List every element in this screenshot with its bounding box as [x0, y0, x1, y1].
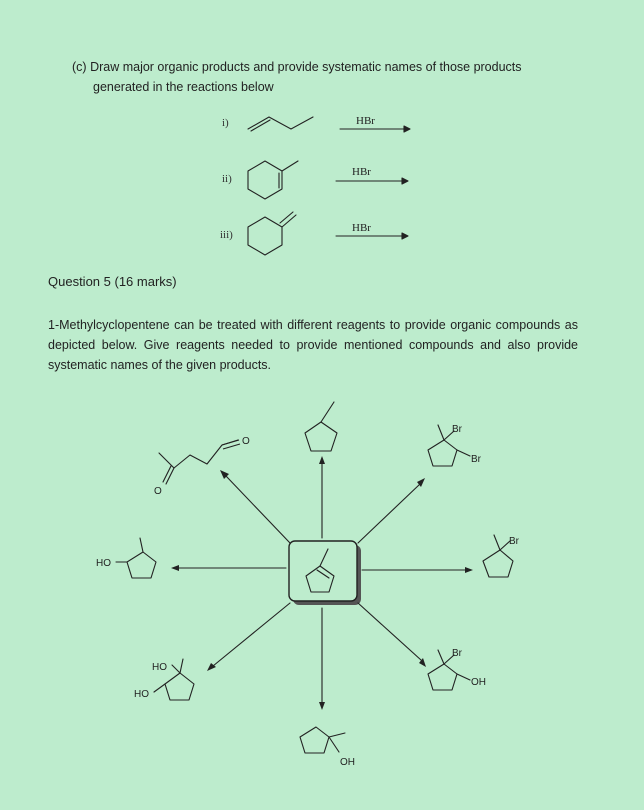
ketoaldehyde-o2-label: O	[154, 486, 162, 497]
reaction-iii-label: iii)	[220, 229, 233, 241]
methylenecyclohexane-structure	[248, 212, 296, 255]
bromo-br-label: Br	[509, 536, 519, 547]
anti-markovnikov-alcohol-structure	[116, 538, 156, 578]
reaction-i-arrowhead	[404, 126, 410, 132]
reaction-i-reagent: HBr	[356, 115, 375, 127]
reaction-iii-reagent: HBr	[352, 222, 371, 234]
reaction-ii-reagent: HBr	[352, 166, 371, 178]
methylcyclopentanol-structure	[300, 727, 345, 753]
reaction-ii-arrowhead	[402, 178, 408, 184]
dibromo-br2-label: Br	[471, 454, 481, 465]
ketoaldehyde-o1-label: O	[242, 436, 250, 447]
alcohol-oh-label: OH	[340, 757, 355, 768]
reaction-i-label: i)	[222, 117, 229, 129]
bromohydrin-br-label: Br	[452, 648, 462, 659]
dibromo-structure	[428, 425, 470, 466]
bromohydrin-oh-label: OH	[471, 677, 486, 688]
diol-ho1-label: HO	[152, 662, 167, 673]
anti-alcohol-ho-label: HO	[96, 558, 111, 569]
part-c-line1: Draw major organic products and provide systematic names of those products	[90, 60, 522, 74]
methylcyclohexene-structure	[248, 161, 298, 199]
methylcyclopentane-structure	[305, 402, 337, 451]
diol-ho2-label: HO	[134, 689, 149, 700]
but-1-ene-structure	[248, 117, 313, 131]
part-c-prefix: (c)	[72, 60, 87, 74]
question5-title: Question 5 (16 marks)	[48, 274, 177, 289]
bromohydrin-structure	[428, 650, 470, 690]
ketoaldehyde-structure	[159, 440, 238, 484]
reaction-iii-arrowhead	[402, 233, 408, 239]
question5-body: 1-Methylcyclopentene can be treated with different reagents to provide organic compounds as depicted below. Give reagents needed to provide mentioned compounds and also provide systematic names of the given products.	[48, 318, 578, 372]
part-c-line2: generated in the reactions below	[93, 80, 274, 94]
reaction-ii-label: ii)	[222, 173, 232, 185]
dibromo-br1-label: Br	[452, 424, 462, 435]
